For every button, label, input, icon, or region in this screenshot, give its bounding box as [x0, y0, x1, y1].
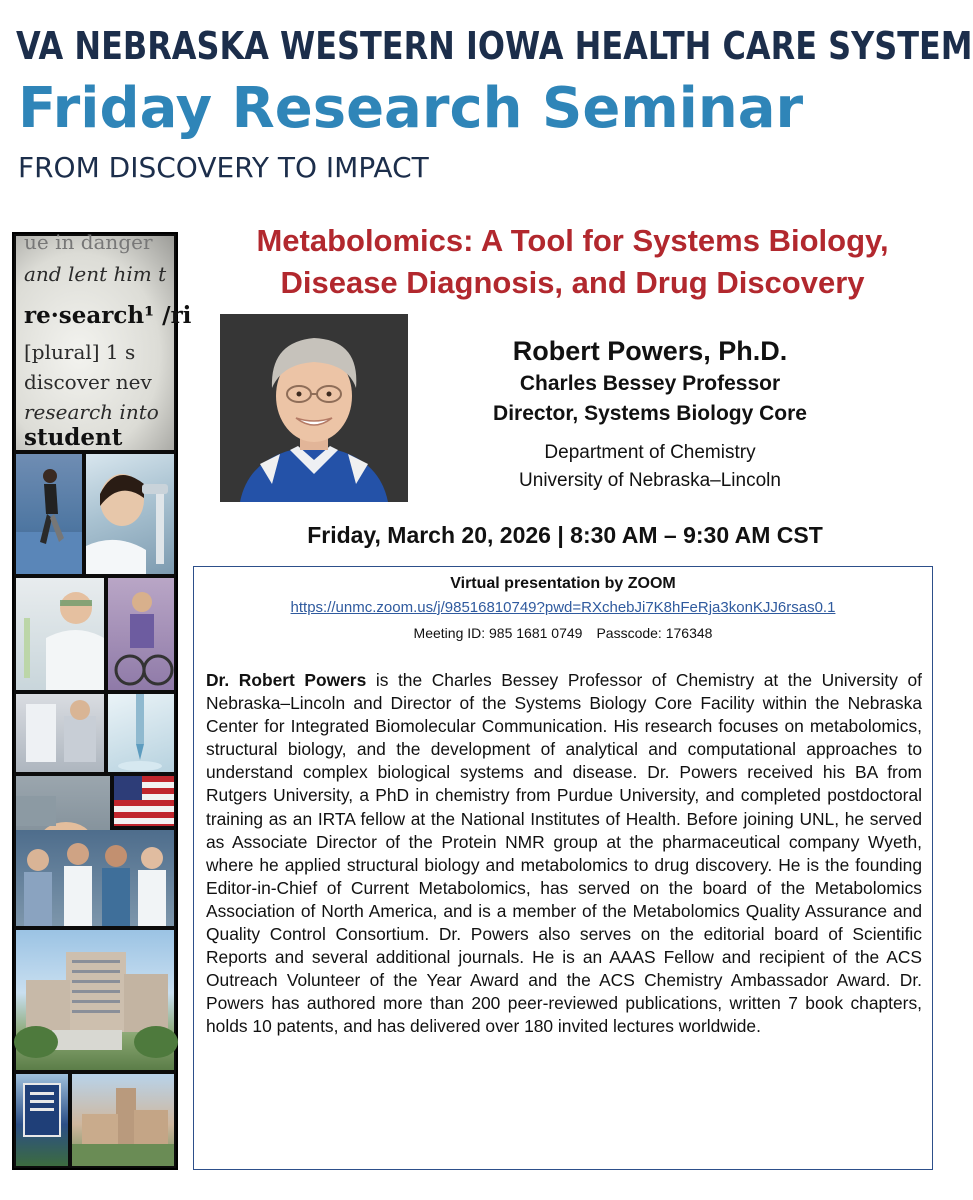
org-name: VA NEBRASKA WESTERN IOWA HEALTH CARE SYSTEM [16, 24, 973, 68]
speaker-bio [206, 669, 922, 1039]
details-box [193, 566, 933, 1170]
runner-photo [16, 454, 82, 574]
talk-title-line1: Metabolomics: A Tool for Systems Biology, [256, 223, 889, 258]
speaker-title-professor: Charles Bessey Professor [519, 372, 781, 395]
dictionary-line: research into [24, 400, 159, 424]
event-datetime: Friday, March 20, 2026 | 8:30 AM – 9:30 AM CST [307, 522, 823, 548]
dictionary-photo [16, 230, 192, 451]
speaker-university: University of Nebraska–Lincoln [519, 470, 781, 491]
speaker-name: Robert Powers, Ph.D. [512, 336, 788, 366]
zoom-heading: Virtual presentation by ZOOM [450, 575, 676, 592]
dictionary-line: discover nev [24, 370, 152, 394]
seminar-series-title: Friday Research Seminar [18, 76, 804, 141]
scientist-photo [16, 578, 104, 690]
medical-staff-photo [16, 830, 174, 926]
dictionary-headword: re·search¹ /ri [24, 302, 192, 329]
microscope-photo [86, 454, 174, 574]
meeting-credentials [194, 623, 932, 643]
speaker-title-director: Director, Systems Biology Core [493, 402, 807, 425]
american-flag-photo [114, 776, 174, 826]
dictionary-line: and lent him t [24, 262, 167, 286]
dictionary-line: student [24, 424, 123, 451]
talk-title [200, 220, 945, 304]
bio-lead-name: Dr. Robert Powers [206, 670, 367, 690]
patient-wheelchair-photo [108, 578, 174, 690]
meeting-id: Meeting ID: 985 1681 0749 [413, 625, 583, 641]
medical-center-sign-photo [16, 1074, 68, 1166]
hospital-building-photo [16, 930, 174, 1070]
campus-building-photo [72, 1074, 174, 1166]
tagline: FROM DISCOVERY TO IMPACT [18, 151, 429, 184]
meeting-passcode: Passcode: 176348 [596, 625, 713, 641]
talk-title-line2: Disease Diagnosis, and Drug Discovery [280, 265, 865, 300]
dictionary-line: ue in danger [24, 230, 153, 254]
photo-collage [12, 230, 192, 1170]
speaker-portrait [220, 314, 408, 502]
bio-text: is the Charles Bessey Professor of Chemistry at the University of Nebraska–Lincoln and Director of the Systems Biology Core Facility within the Nebraska Center for Integrated Biomolecular Communication. His research focuses on metabolomics, structural biology, and the development of analytical and computational approaches to understand complex biological systems and disease. Dr. Powers received his BA from Rutgers University, a PhD in chemistry from Purdue University, and completed postdoctoral training as an IRTA fellow at the National Institutes of Health. Before joining UNL, he served as Associate Director of the Protein NMR group at the pharmaceutical company Wyeth, where he applied structural biology and metabolomics to drug discovery. He is the founding Editor-in-Chief of Current Metabolomics, has served on the board of the Metabolomics Association of North America, and is a member of the Metabolomics Quality Assurance and Quality Control Consortium. Dr. Powers also serves on the editorial board of Scientific Reports and several additional journals. He is an AAAS Fellow and recipient of the ACS Outreach Volunteer of the Year Award and the ACS Chemistry Ambassador Award. Dr. Powers has authored more than 200 peer-reviewed publications, written 7 book chapters, holds 10 patents, and has delivered over 180 invited lectures worldwide. [206, 670, 922, 1037]
dictionary-line: [plural] 1 s [24, 340, 136, 364]
speaker-department: Department of Chemistry [544, 442, 756, 463]
pipette-photo [108, 694, 174, 772]
lab-work-photo [16, 694, 104, 772]
zoom-link[interactable]: https://unmc.zoom.us/j/98516810749?pwd=RXchebJi7K8hFeRja3konKJJ6rsas0.1 [290, 599, 836, 616]
